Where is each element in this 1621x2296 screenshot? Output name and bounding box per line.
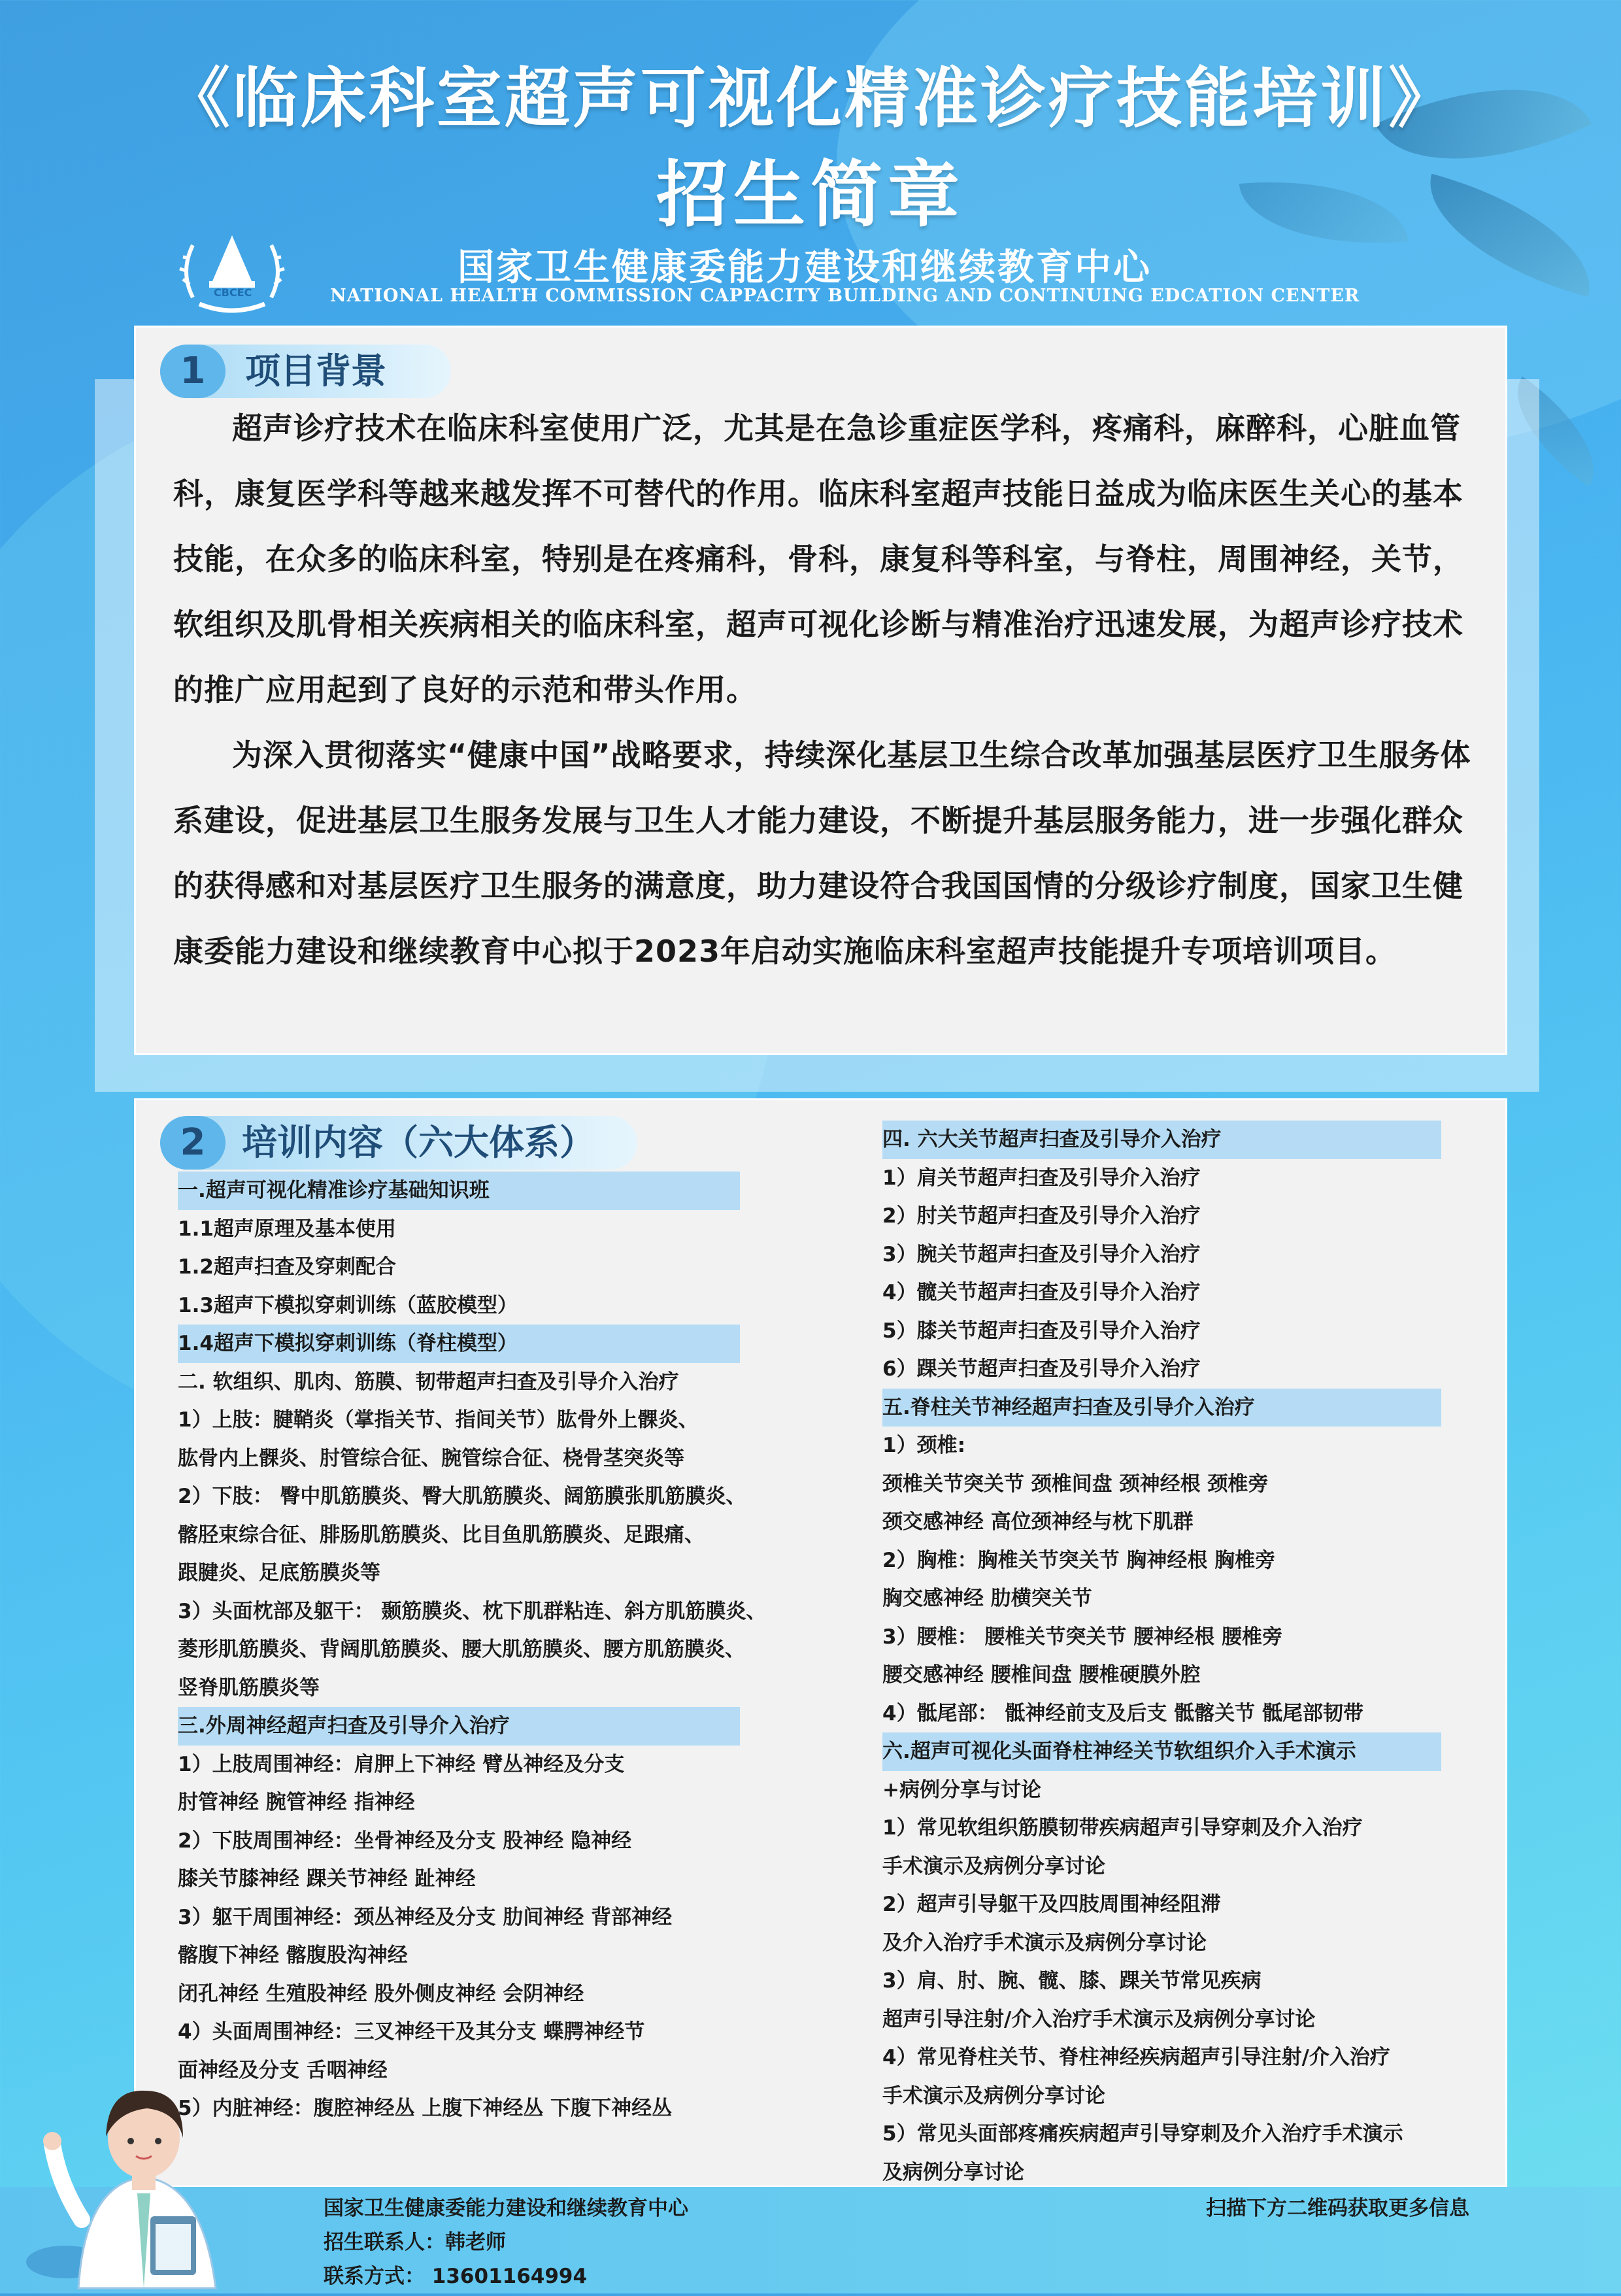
section2-header	[160, 1116, 637, 1170]
footer-contact-block	[324, 2191, 688, 2293]
category-heading: 五.脊柱关节神经超声扫查及引导介入治疗	[882, 1389, 1441, 1427]
section1-title: 项目背景	[245, 350, 386, 392]
list-item: 6）踝关节超声扫查及引导介入治疗	[882, 1357, 1201, 1381]
list-item: 颈交感神经 高位颈神经与枕下肌群	[882, 1510, 1194, 1534]
category-heading: 四. 六大关节超声扫查及引导介入治疗	[882, 1121, 1441, 1159]
list-item: 肘管神经 腕管神经 指神经	[178, 1791, 415, 1814]
list-item: 膝关节膝神经 踝关节神经 趾神经	[178, 1867, 476, 1891]
list-item: 超声引导注射/介入治疗手术演示及病例分享讨论	[882, 2007, 1316, 2031]
list-item: 菱形肌筋膜炎、背阔肌筋膜炎、腰大肌筋膜炎、腰方肌筋膜炎、	[178, 1638, 745, 1661]
list-item: 竖脊肌筋膜炎等	[178, 1676, 320, 1700]
list-item: +病例分享与讨论	[882, 1778, 1041, 1802]
list-item: 2）超声引导躯干及四肢周围神经阻滞	[882, 1893, 1221, 1916]
list-item: 1.3超声下模拟穿刺训练（蓝胶模型）	[178, 1293, 518, 1317]
category-heading: 三.外周神经超声扫查及引导介入治疗	[178, 1707, 740, 1746]
footer-org: 国家卫生健康委能力建设和继续教育中心	[324, 2197, 688, 2220]
list-item: 1）常见软组织筋膜韧带疾病超声引导穿刺及介入治疗	[882, 1816, 1363, 1840]
list-item: 3）肩、肘、腕、髋、膝、踝关节常见疾病	[882, 1969, 1262, 1993]
list-item: 2）下肢： 臀中肌筋膜炎、臀大肌筋膜炎、阔筋膜张肌筋膜炎、	[178, 1485, 746, 1508]
section1-body	[173, 396, 1490, 984]
list-item: 1）颈椎:	[882, 1434, 965, 1457]
list-item: 1.1超声原理及基本使用	[178, 1217, 396, 1241]
list-item: 3）头面枕部及躯干： 颞筋膜炎、枕下肌群粘连、斜方肌筋膜炎、	[178, 1599, 767, 1623]
list-item: 腰交感神经 腰椎间盘 腰椎硬膜外腔	[882, 1663, 1201, 1687]
section2-number: 2	[160, 1116, 226, 1170]
organization-name-en: NATIONAL HEALTH COMMISSION CAPPACITY BUILDING AND CONTINUING EDCATION CENTER	[330, 286, 1360, 306]
list-item: 2）肘关节超声扫查及引导介入治疗	[882, 1204, 1201, 1228]
section1-number: 1	[160, 345, 226, 398]
list-item: 4）骶尾部： 骶神经前支及后支 骶髂关节 骶尾部韧带	[882, 1701, 1363, 1725]
list-item: 及介入治疗手术演示及病例分享讨论	[882, 1931, 1207, 1955]
list-item: 5）膝关节超声扫查及引导介入治疗	[882, 1319, 1201, 1343]
list-item: 1）肩关节超声扫查及引导介入治疗	[882, 1166, 1201, 1190]
list-item: 4）头面周围神经：三叉神经干及其分支 蝶腭神经节	[178, 2020, 645, 2044]
list-item: 1）上肢周围神经：肩胛上下神经 臂丛神经及分支	[178, 1752, 625, 1776]
section2-title: 培训内容（六大体系）	[242, 1122, 595, 1163]
category-heading: 六.超声可视化头面脊柱神经关节软组织介入手术演示	[882, 1732, 1441, 1771]
list-item: 5）常见头面部疼痛疾病超声引导穿刺及介入治疗手术演示	[882, 2122, 1403, 2146]
list-item: 1.4超声下模拟穿刺训练（脊柱模型）	[178, 1325, 740, 1363]
list-item: 闭孔神经 生殖股神经 股外侧皮神经 会阴神经	[178, 1982, 584, 2006]
list-item: 3）腰椎： 腰椎关节突关节 腰神经根 腰椎旁	[882, 1625, 1282, 1649]
training-list-left	[178, 1172, 767, 2128]
footer-qr-note: 扫描下方二维码获取更多信息	[1206, 2197, 1469, 2220]
training-list-right	[882, 1121, 1441, 2191]
list-item: 3）躯干周围神经：颈丛神经及分支 肋间神经 背部神经	[178, 1905, 673, 1929]
list-item: 及病例分享讨论	[882, 2160, 1024, 2184]
list-item: 4）髋关节超声扫查及引导介入治疗	[882, 1281, 1201, 1304]
section1-header	[160, 345, 451, 398]
category-heading: 二. 软组织、肌肉、筋膜、韧带超声扫查及引导介入治疗	[178, 1370, 679, 1394]
footer-contact-person: 招生联系人：韩老师	[324, 2231, 506, 2254]
page-subtitle: 招生简章	[656, 153, 965, 237]
list-item: 4）常见脊柱关节、脊柱神经疾病超声引导注射/介入治疗	[882, 2046, 1390, 2069]
list-item: 髂腹下神经 髂腹股沟神经	[178, 1944, 408, 1967]
list-item: 手术演示及病例分享讨论	[882, 2084, 1105, 2108]
category-heading: 一.超声可视化精准诊疗基础知识班	[178, 1172, 740, 1210]
page-title: 《临床科室超声可视化精准诊疗技能培训》	[165, 60, 1456, 137]
list-item: 2）下肢周围神经：坐骨神经及分支 股神经 隐神经	[178, 1829, 632, 1853]
cbcec-logo	[173, 226, 291, 324]
organization-name-cn: 国家卫生健康委能力建设和继续教育中心	[458, 246, 1152, 289]
list-item: 髂胫束综合征、腓肠肌筋膜炎、比目鱼肌筋膜炎、足跟痛、	[178, 1523, 705, 1547]
logo-emblem-icon	[173, 226, 291, 324]
footer-phone: 联系方式： 13601164994	[324, 2265, 588, 2288]
list-item: 肱骨内上髁炎、肘管综合征、腕管综合征、桡骨茎突炎等	[178, 1446, 684, 1470]
doctor-illustration	[20, 2053, 268, 2293]
list-item: 颈椎关节突关节 颈椎间盘 颈神经根 颈椎旁	[882, 1472, 1269, 1496]
section1-paragraph: 超声诊疗技术在临床科室使用广泛，尤其是在急诊重症医学科，疼痛科，麻醉科，心脏血管科，康复医学科等越来越发挥不可替代的作用。临床科室超声技能日益成为临床医生关心的基本技能，在众多的临床科室，特别是在疼痛科，骨科，康复科等科室，与脊柱，周围神经，关节，软组织及肌骨相关疾病相关的临床科室，超声可视化诊断与精准治疗迅速发展，为超声诊疗技术的推广应用起到了良好的示范和带头作用。	[173, 411, 1463, 707]
section1-paragraph: 为深入贯彻落实“健康中国”战略要求，持续深化基层卫生综合改革加强基层医疗卫生服务体系建设，促进基层卫生服务发展与卫生人才能力建设，不断提升基层服务能力，进一步强化群众的获得感和对基层医疗卫生服务的满意度，助力建设符合我国国情的分级诊疗制度，国家卫生健康委能力建设和继续教育中心拟于2023年启动实施临床科室超声技能提升专项培训项目。	[173, 737, 1471, 969]
doctor-icon	[20, 2053, 268, 2293]
list-item: 3）腕关节超声扫查及引导介入治疗	[882, 1242, 1201, 1266]
list-item: 面神经及分支 舌咽神经	[178, 2058, 388, 2082]
logo-text: CBCEC	[214, 286, 252, 299]
list-item: 跟腱炎、足底筋膜炎等	[178, 1561, 380, 1585]
list-item: 5）内脏神经：腹腔神经丛 上腹下神经丛 下腹下神经丛	[178, 2097, 673, 2120]
list-item: 1.2超声扫查及穿刺配合	[178, 1255, 396, 1279]
list-item: 2）胸椎：胸椎关节突关节 胸神经根 胸椎旁	[882, 1548, 1276, 1572]
list-item: 胸交感神经 肋横突关节	[882, 1587, 1092, 1610]
list-item: 1）上肢：腱鞘炎（掌指关节、指间关节）肱骨外上髁炎、	[178, 1408, 699, 1432]
list-item: 手术演示及病例分享讨论	[882, 1854, 1105, 1878]
